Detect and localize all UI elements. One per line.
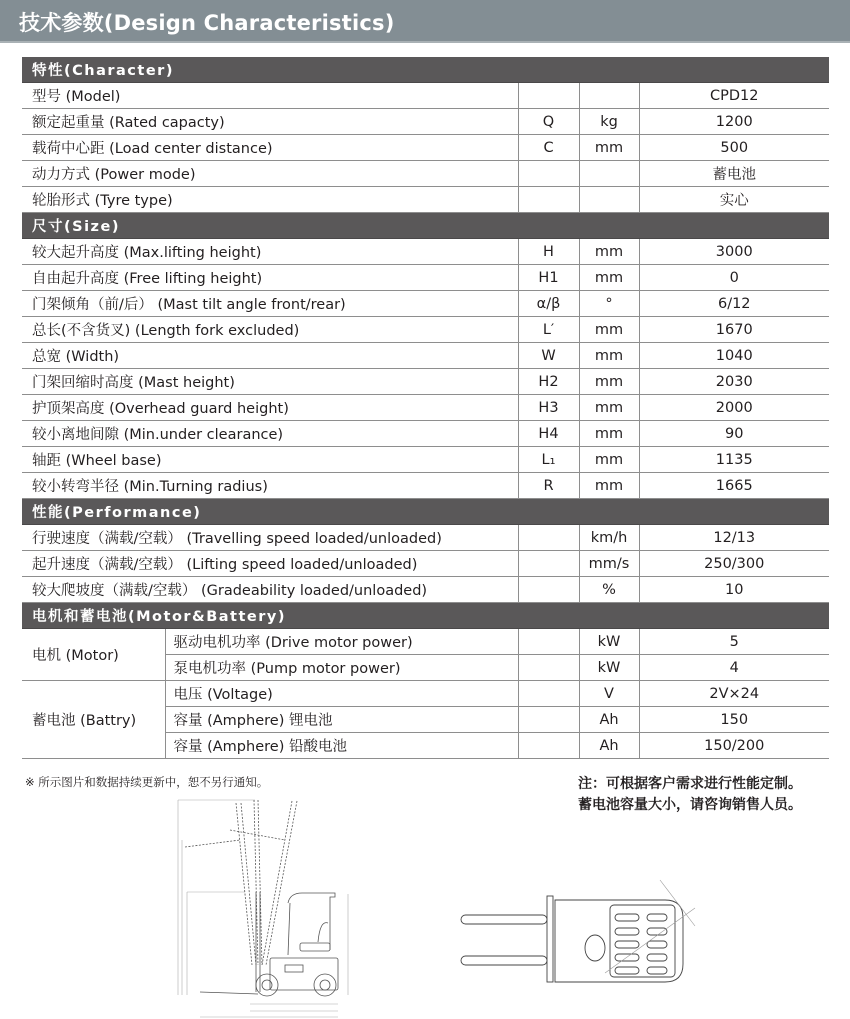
row-label: 总长(不含货叉) (Length fork excluded) (22, 317, 518, 343)
row-unit: mm (579, 343, 639, 369)
table-row (22, 187, 829, 213)
row-unit: Ah (579, 733, 639, 759)
row-value: 1135 (639, 447, 829, 473)
row-symbol: W (518, 343, 579, 369)
carriage-plate (547, 896, 553, 982)
row-value: 12/13 (639, 525, 829, 551)
row-symbol: α/β (518, 291, 579, 317)
mast-lines (185, 800, 297, 965)
row-unit: kg (579, 109, 639, 135)
guard-slots (615, 914, 667, 974)
row-symbol (518, 629, 579, 655)
row-value: 3000 (639, 239, 829, 265)
row-unit: mm/s (579, 551, 639, 577)
steering-wheel (585, 935, 605, 961)
row-symbol (518, 525, 579, 551)
table-row (22, 395, 829, 421)
row-label: 护顶架高度 (Overhead guard height) (22, 395, 518, 421)
row-value: 5 (639, 629, 829, 655)
table-row (22, 135, 829, 161)
row-value: CPD12 (639, 83, 829, 109)
row-value: 150/200 (639, 733, 829, 759)
row-unit: mm (579, 135, 639, 161)
row-symbol (518, 83, 579, 109)
row-symbol: H1 (518, 265, 579, 291)
section-header-character (22, 57, 829, 83)
section-header-performance (22, 499, 829, 525)
row-value: 蓄电池 (639, 161, 829, 187)
table-row (22, 421, 829, 447)
row-label: 较大爬坡度（满载/空载） (Gradeability loaded/unloaded) (22, 577, 518, 603)
row-value: 6/12 (639, 291, 829, 317)
row-symbol: R (518, 473, 579, 499)
customization-note (578, 774, 802, 816)
row-unit: mm (579, 395, 639, 421)
row-unit: mm (579, 265, 639, 291)
table-row (22, 109, 829, 135)
row-label: 型号 (Model) (22, 83, 518, 109)
row-value: 150 (639, 707, 829, 733)
group-label-battery: 蓄电池 (Battry) (22, 681, 165, 759)
forks (461, 915, 547, 965)
row-label: 较大起升高度 (Max.lifting height) (22, 239, 518, 265)
row-label: 起升速度（满载/空载） (Lifting speed loaded/unloaded) (22, 551, 518, 577)
spec-table (22, 57, 829, 759)
spec-table-body (22, 57, 829, 759)
row-symbol (518, 577, 579, 603)
table-row (22, 265, 829, 291)
row-value: 250/300 (639, 551, 829, 577)
row-symbol (518, 707, 579, 733)
row-symbol: L₁ (518, 447, 579, 473)
table-row (22, 525, 829, 551)
row-unit (579, 161, 639, 187)
table-row (22, 369, 829, 395)
wheels (256, 974, 336, 996)
page-title-bar (0, 0, 850, 43)
row-unit: kW (579, 629, 639, 655)
row-symbol: H4 (518, 421, 579, 447)
table-row (22, 83, 829, 109)
row-symbol (518, 655, 579, 681)
row-unit: mm (579, 369, 639, 395)
row-value: 1670 (639, 317, 829, 343)
row-label: 驱动电机功率 (Drive motor power) (165, 629, 518, 655)
table-row (22, 681, 829, 707)
row-symbol (518, 161, 579, 187)
row-unit: mm (579, 447, 639, 473)
row-value: 2000 (639, 395, 829, 421)
section-title: 电机和蓄电池(Motor&Battery) (22, 603, 829, 629)
table-row (22, 473, 829, 499)
table-row (22, 161, 829, 187)
forklift-top-view-drawing (455, 878, 715, 988)
row-symbol (518, 733, 579, 759)
row-unit: mm (579, 317, 639, 343)
row-unit: ° (579, 291, 639, 317)
row-symbol: L′ (518, 317, 579, 343)
table-row (22, 629, 829, 655)
forklift-side-view-drawing (170, 795, 390, 1019)
row-label: 动力方式 (Power mode) (22, 161, 518, 187)
row-label: 电压 (Voltage) (165, 681, 518, 707)
row-unit: Ah (579, 707, 639, 733)
row-label: 轴距 (Wheel base) (22, 447, 518, 473)
row-value: 10 (639, 577, 829, 603)
row-unit: V (579, 681, 639, 707)
row-label: 较小转弯半径 (Min.Turning radius) (22, 473, 518, 499)
row-symbol (518, 551, 579, 577)
section-title: 尺寸(Size) (22, 213, 829, 239)
row-unit: mm (579, 239, 639, 265)
row-unit: kW (579, 655, 639, 681)
row-value: 1200 (639, 109, 829, 135)
row-value: 1040 (639, 343, 829, 369)
table-row (22, 577, 829, 603)
row-symbol: H (518, 239, 579, 265)
row-unit: mm (579, 473, 639, 499)
table-row (22, 239, 829, 265)
dimension-lines (178, 800, 348, 1017)
row-symbol: H3 (518, 395, 579, 421)
table-row (22, 317, 829, 343)
row-symbol (518, 187, 579, 213)
row-label: 门架倾角（前/后） (Mast tilt angle front/rear) (22, 291, 518, 317)
row-value: 2V×24 (639, 681, 829, 707)
row-value: 1665 (639, 473, 829, 499)
table-row (22, 447, 829, 473)
disclaimer-note: ※ 所示图片和数据持续更新中，恕不另行通知。 (25, 775, 269, 789)
section-header-size (22, 213, 829, 239)
row-value: 4 (639, 655, 829, 681)
row-unit: km/h (579, 525, 639, 551)
turning-radius-lines (605, 880, 695, 973)
row-label: 门架回缩时高度 (Mast height) (22, 369, 518, 395)
row-value: 2030 (639, 369, 829, 395)
row-label: 额定起重量 (Rated capacty) (22, 109, 518, 135)
customization-note-line1: 注：可根据客户需求进行性能定制。 (578, 776, 802, 792)
row-value: 0 (639, 265, 829, 291)
row-unit (579, 83, 639, 109)
section-title: 性能(Performance) (22, 499, 829, 525)
row-unit: % (579, 577, 639, 603)
table-row (22, 551, 829, 577)
row-symbol: H2 (518, 369, 579, 395)
customization-note-line2: 蓄电池容量大小，请咨询销售人员。 (578, 797, 802, 813)
row-value: 实心 (639, 187, 829, 213)
truck-body (200, 892, 338, 994)
row-symbol: C (518, 135, 579, 161)
table-row (22, 291, 829, 317)
row-value: 90 (639, 421, 829, 447)
page-title: 技术参数(Design Characteristics) (19, 11, 395, 35)
row-label: 载荷中心距 (Load center distance) (22, 135, 518, 161)
row-label: 容量 (Amphere) 锂电池 (165, 707, 518, 733)
section-header-motor-battery (22, 603, 829, 629)
table-row (22, 343, 829, 369)
section-title: 特性(Character) (22, 57, 829, 83)
row-symbol (518, 681, 579, 707)
row-label: 轮胎形式 (Tyre type) (22, 187, 518, 213)
row-label: 较小离地间隙 (Min.under clearance) (22, 421, 518, 447)
row-label: 自由起升高度 (Free lifting height) (22, 265, 518, 291)
row-value: 500 (639, 135, 829, 161)
row-label: 行驶速度（满载/空载） (Travelling speed loaded/unloaded) (22, 525, 518, 551)
row-symbol: Q (518, 109, 579, 135)
row-label: 总宽 (Width) (22, 343, 518, 369)
row-label: 容量 (Amphere) 铅酸电池 (165, 733, 518, 759)
group-label-motor: 电机 (Motor) (22, 629, 165, 681)
row-label: 泵电机功率 (Pump motor power) (165, 655, 518, 681)
row-unit (579, 187, 639, 213)
row-unit: mm (579, 421, 639, 447)
